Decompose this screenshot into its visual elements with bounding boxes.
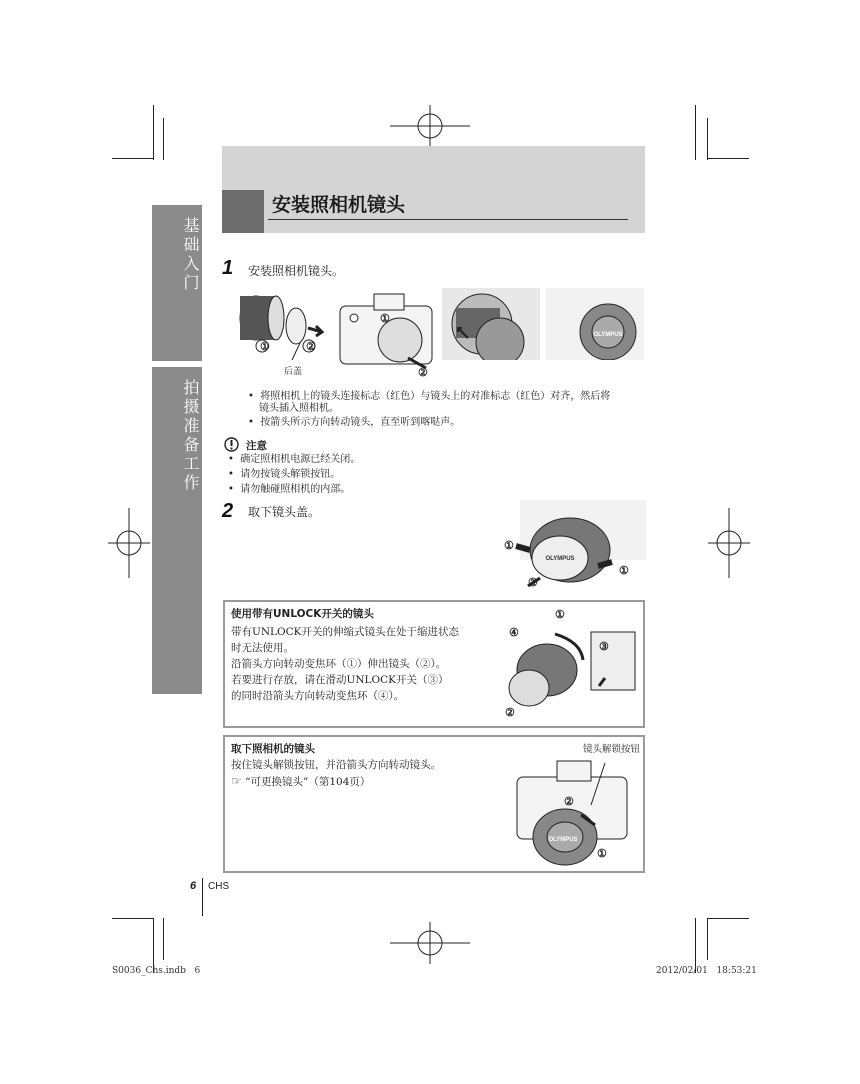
- registration-mark-top: [390, 105, 470, 147]
- bullet-2: • 按箭头所示方向转动镜头，直至听到喀哒声。: [248, 417, 461, 428]
- remove-box-title: 取下照相机的镜头: [231, 743, 315, 755]
- step-2-text: 取下镜头盖。: [248, 505, 321, 519]
- note-item: • 确定照相机电源已经关闭。: [228, 454, 361, 465]
- crop-mark: [707, 158, 749, 159]
- unlock-box-line: 的同时沿箭头方向转动变焦环（④）。: [231, 690, 405, 702]
- callout-2: ②: [505, 707, 515, 719]
- illustration-remove-lens-cap: [500, 500, 646, 592]
- unlock-box-line: 带有UNLOCK开关的伸缩式镜头在处于缩进状态: [231, 626, 459, 638]
- callout-2: ②: [418, 367, 428, 379]
- callout-1: ①: [260, 341, 270, 353]
- side-tab-prep[interactable]: 拍摄准备工作: [152, 367, 202, 694]
- crop-mark: [153, 918, 154, 973]
- crop-mark: [707, 918, 749, 919]
- step-1-number: 1: [222, 257, 234, 279]
- footer-left: S0036_Chs.indb 6: [112, 966, 201, 976]
- note-title: 注意: [246, 440, 267, 452]
- callout-2: ②: [564, 796, 574, 808]
- crop-mark: [695, 105, 696, 160]
- note-item: • 请勿触碰照相机的内部。: [228, 484, 351, 495]
- footer-right: 2012/02/01 18:53:21: [656, 966, 757, 976]
- lens-cap-brand-text: OLYMPUS: [545, 556, 575, 562]
- registration-mark-right: [708, 508, 750, 578]
- note-item: • 请勿按镜头解锁按钮。: [228, 469, 341, 480]
- crop-mark: [163, 118, 164, 160]
- unlock-box-line: 沿箭头方向转动变焦环（①）伸出镜头（②）。: [231, 658, 447, 670]
- crop-mark: [163, 918, 164, 960]
- crop-mark: [153, 105, 154, 160]
- callout-1: ①: [619, 565, 629, 577]
- callout-1: ①: [597, 848, 607, 860]
- registration-mark-bottom: [390, 922, 470, 964]
- crop-mark: [112, 918, 154, 919]
- page-number-divider: [202, 878, 203, 916]
- step-2-number: 2: [222, 500, 234, 522]
- side-tab-basic[interactable]: 基础入门: [152, 205, 202, 361]
- callout-1: ①: [504, 540, 514, 552]
- remove-lens-brand-text: OLYMPUS: [548, 837, 578, 843]
- unlock-box-line: 若要进行存放，请在滑动UNLOCK开关（③）: [231, 674, 449, 686]
- release-button-label: 镜头解锁按钮: [583, 744, 641, 755]
- callout-1: ①: [380, 313, 390, 325]
- callout-2: ②: [306, 341, 316, 353]
- title-rule: [268, 219, 628, 220]
- unlock-box-line: 时无法使用。: [231, 642, 294, 654]
- illustration-lens-mounted: [546, 288, 644, 360]
- crop-mark: [707, 918, 708, 960]
- step-1-text: 安装照相机镜头。: [248, 264, 345, 278]
- remove-lens-box: [223, 735, 645, 873]
- page-title: 安装照相机镜头: [272, 194, 406, 216]
- caution-icon: [224, 437, 239, 452]
- callout-1: ①: [555, 609, 565, 621]
- bullet-1-cont: 镜头插入照相机。: [259, 403, 339, 414]
- bullet-1: • 将照相机上的镜头连接标志（红色）与镜头上的对准标志（红色）对齐，然后将: [248, 391, 611, 402]
- rear-cap-label: 后盖: [284, 367, 303, 377]
- lens-brand-text: OLYMPUS: [593, 332, 623, 338]
- callout-4: ④: [509, 627, 519, 639]
- callout-2: ②: [528, 577, 538, 589]
- page-lang: CHS: [208, 881, 230, 892]
- page-number: 6: [190, 880, 197, 892]
- callout-3: ③: [599, 641, 609, 653]
- remove-box-ref: ☞ “可更换镜头”（第104页）: [231, 774, 371, 788]
- illustration-lens-and-rear-cap: [226, 288, 326, 383]
- pointing-hand-icon: ☞: [231, 774, 242, 788]
- registration-mark-left: [108, 508, 150, 578]
- unlock-lens-box: [223, 600, 645, 728]
- header-tab: [222, 190, 264, 233]
- unlock-box-title: 使用带有UNLOCK开关的镜头: [231, 608, 374, 620]
- illustration-mount-alignment: [442, 288, 540, 360]
- remove-box-line: 按住镜头解锁按钮，并沿箭头方向转动镜头。: [231, 759, 441, 771]
- illustration-remove-lens: [509, 755, 639, 869]
- crop-mark: [707, 118, 708, 160]
- crop-mark: [112, 158, 154, 159]
- crop-mark: [695, 918, 696, 973]
